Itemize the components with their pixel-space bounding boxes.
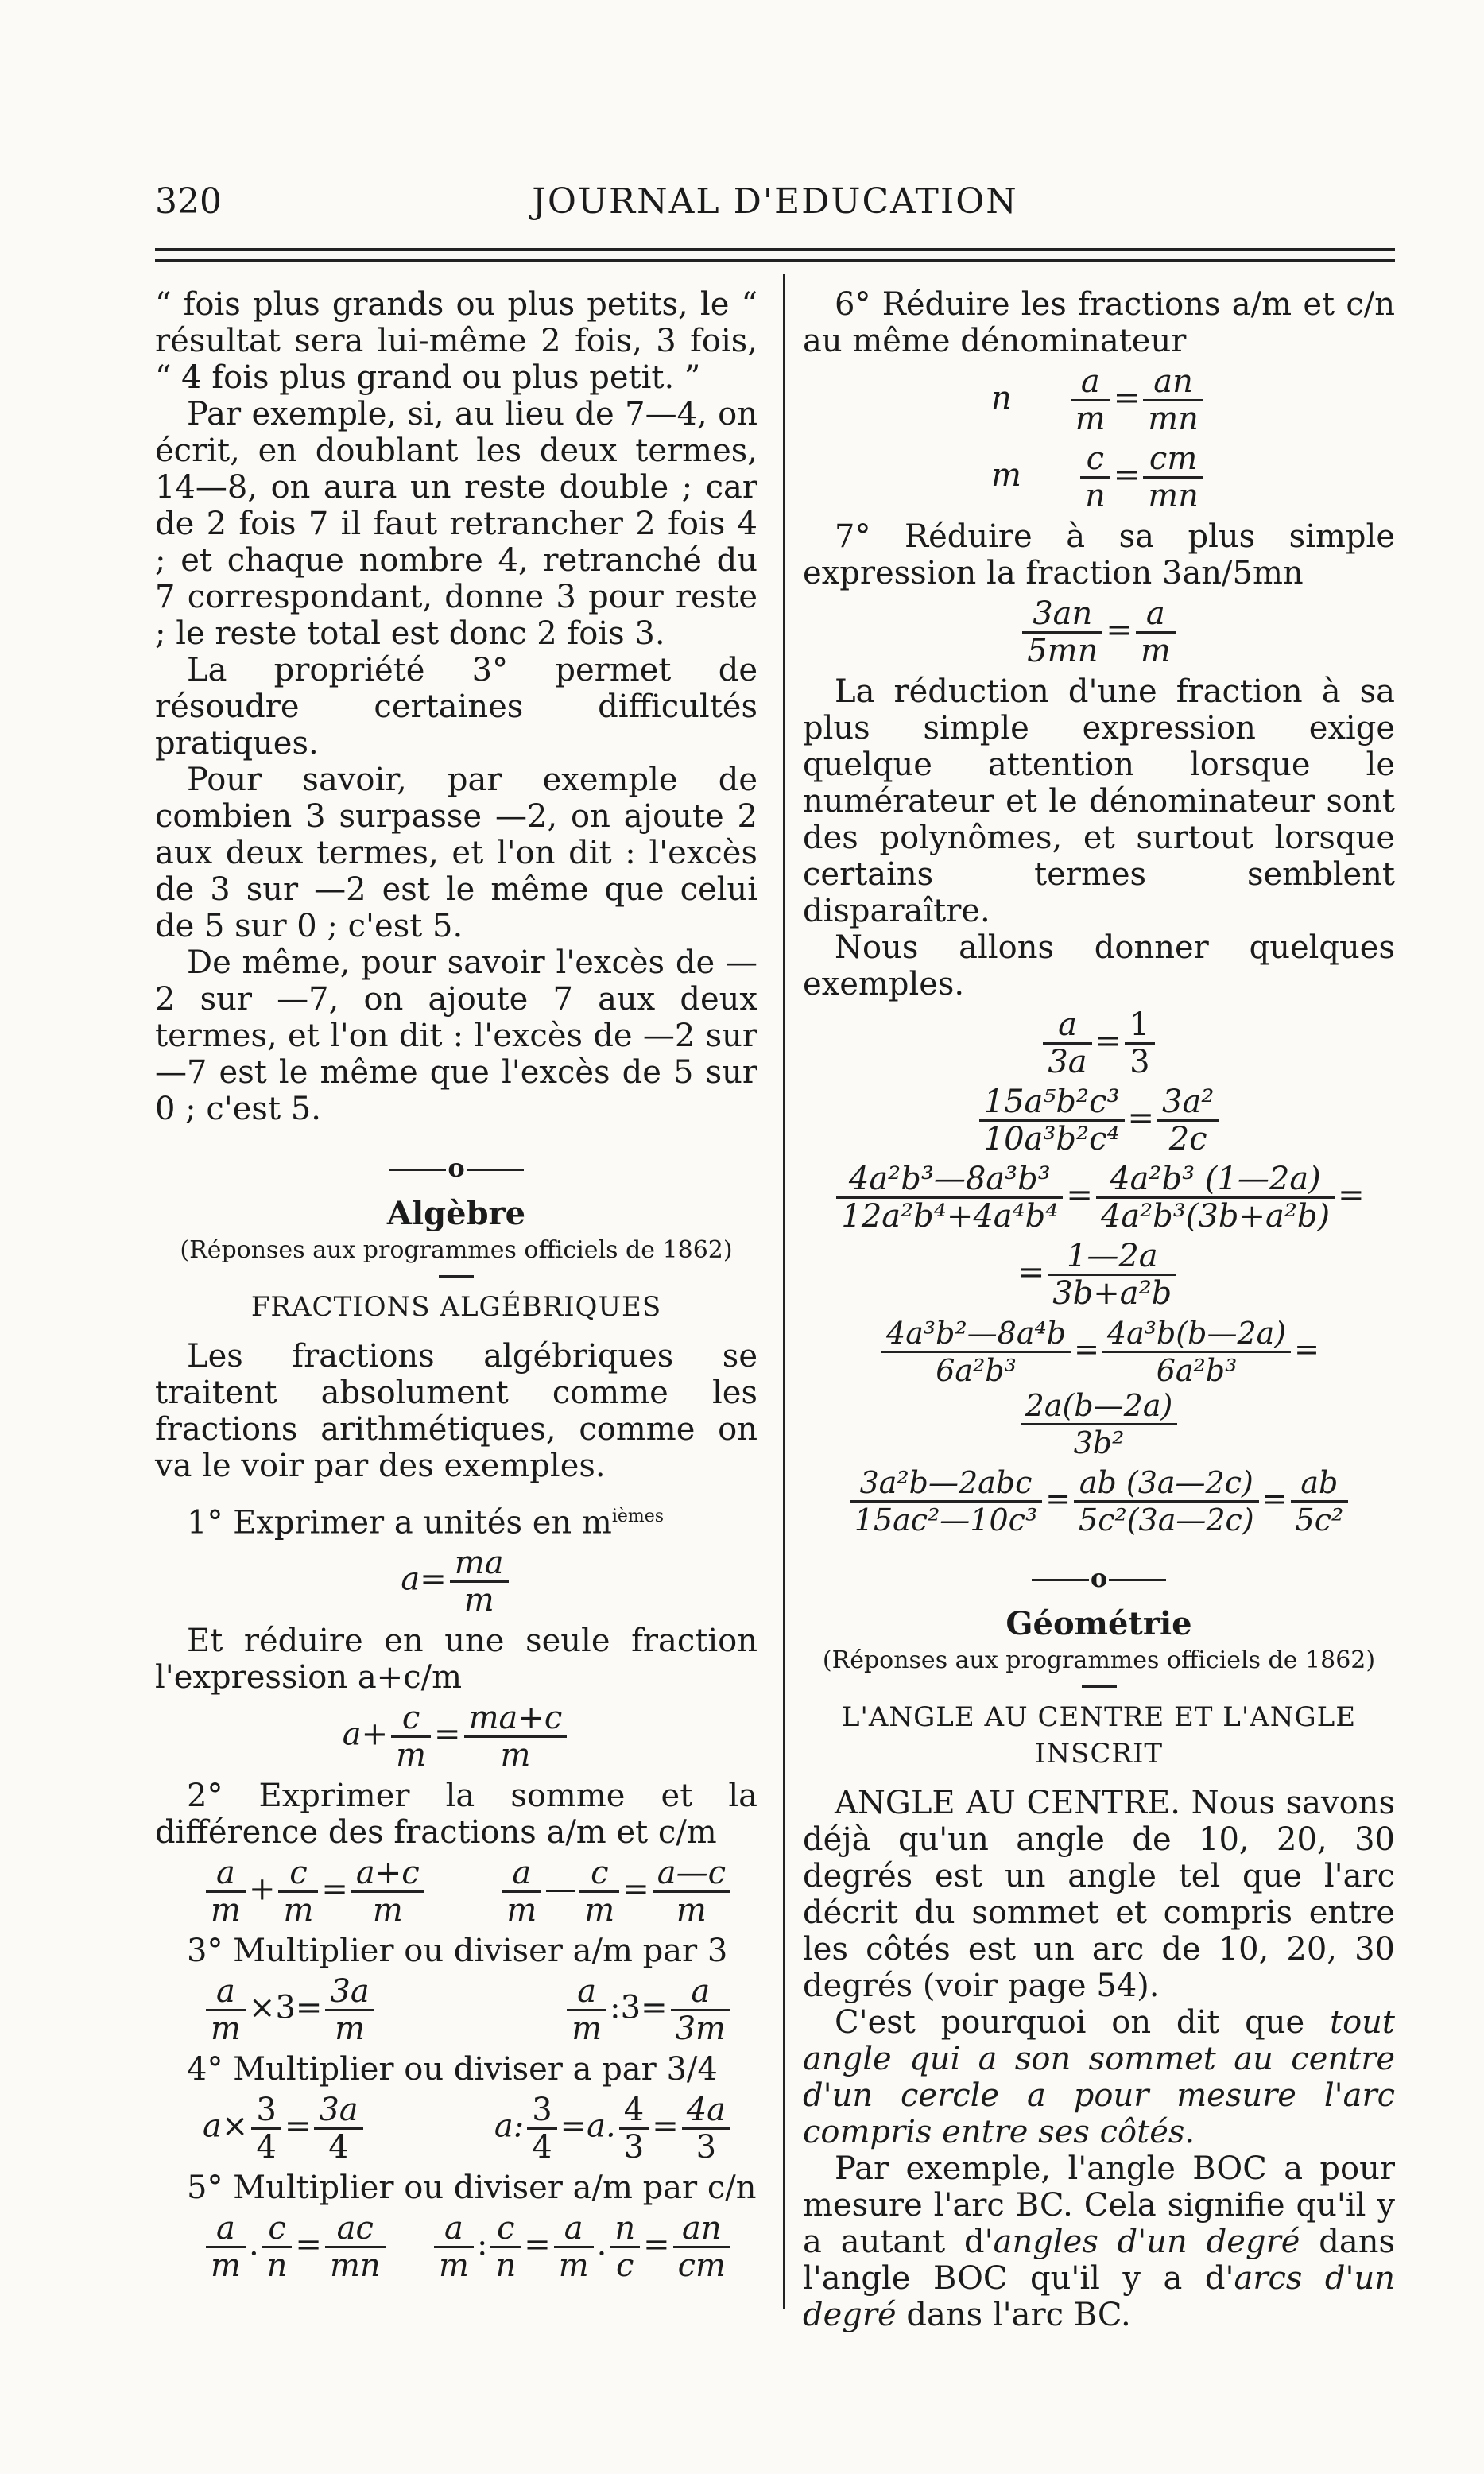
- equation-pair: $\frac{a}{m}$ . $\frac{c}{n}$ = $\frac{ac}{mn}$ $\frac{a}{m}$ : $\frac{c}{n}$ = $\frac{a}{m}$ . $\frac{n}{c}$ = $\frac{an}{cm}$: [203, 2211, 734, 2283]
- paragraph: Les fractions algébriques se traitent absolument comme les fractions arithmétiques, comme on va le voir par des exemples.: [155, 1338, 757, 1484]
- equation: a+ $\frac{c}{m}$ = $\frac{ma+c}{m}$: [155, 1700, 757, 1773]
- section-heading: Algèbre: [386, 1195, 526, 1232]
- divider: [439, 1275, 474, 1278]
- left-column: [155, 286, 757, 2288]
- equation: $\frac{3an}{5mn}$ = $\frac{a}{m}$: [803, 596, 1395, 669]
- equation-pair: $\frac{a}{m}$ + $\frac{c}{m}$ = $\frac{a+c}{m}$ $\frac{a}{m}$ — $\frac{c}{m}$ = $\frac{a—c}{m}$: [203, 1855, 734, 1928]
- exercise-item: 4° Multiplier ou diviser a par 3/4: [187, 2051, 718, 2088]
- exercise-item: 1° Exprimer a unités en $m^{ièmes}$: [187, 1504, 665, 1541]
- equation: $\frac{\text{4a²b³—8a³b³}}{\text{12a²b⁴+4a⁴b⁴}}$ = $\frac{\text{4a²b³ (1—2a)}}{\text{4a²b³(3b+a²b)}}$ =: [803, 1161, 1395, 1234]
- page-header: [155, 181, 1395, 229]
- section-subheading: (Réponses aux programmes officiels de 1862): [822, 1646, 1376, 1674]
- paragraph: Pour savoir, par exemple de combien 3 surpasse —2, on ajoute 2 aux deux termes, et l'on dit : l'excès de 3 sur —2 est le même que celui de 5 sur 0 ; c'est 5.: [155, 762, 757, 944]
- page-number: 320: [155, 181, 222, 222]
- equation: $\frac{a}{3a}$ = $\frac{1}{3}$: [803, 1007, 1395, 1080]
- paragraph: De même, pour savoir l'excès de —2 sur —7, on ajoute 7 aux deux termes, et l'on dit : l'excès de —2 sur —7 est le même que l'excès de 5 sur 0 ; c'est 5.: [155, 944, 757, 1127]
- paragraph: La propriété 3° permet de résoudre certaines difficultés pratiques.: [155, 652, 757, 762]
- equation-pair: a× $\frac{3}{4}$ = $\frac{3a}{4}$ a: $\frac{3}{4}$ =a. $\frac{4}{3}$ = $\frac{4a}{3}$: [203, 2092, 734, 2165]
- exercise-item: Et réduire en une seule fraction l'expression a+c/m: [155, 1623, 757, 1697]
- section-separator: o: [803, 1560, 1395, 1596]
- equation: = $\frac{1—2a}{\text{3b+a²b}}$: [803, 1239, 1395, 1311]
- paragraph: Par exemple, l'angle BOC a pour mesure l'arc BC. Cela signifie qu'il y a autant d'angles d'un degré dans l'angle BOC qu'il y a d'arcs d'un degré dans l'arc BC.: [803, 2150, 1396, 2333]
- exercise-item: 5° Multiplier ou diviser a/m par c/n: [187, 2170, 757, 2207]
- exercise-item: 6° Réduire les fractions a/m et c/n au même dénominateur: [803, 286, 1395, 359]
- paragraph: “ fois plus grands ou plus petits, le “ résultat sera lui-même 2 fois, 3 fois, “ 4 fois plus grand ou plus petit. ”: [155, 286, 757, 396]
- equation: $\frac{\text{4a³b²—8a⁴b}}{\text{6a²b³}}$ = $\frac{\text{4a³b(b—2a)}}{\text{6a²b³}}$ = $\frac{2a(b—2a)}{\text{3b²}}$: [803, 1316, 1395, 1460]
- section-heading: Géométrie: [1005, 1605, 1192, 1642]
- exercise-item: 2° Exprimer la somme et la différence des fractions a/m et c/m: [155, 1778, 757, 1852]
- subsection-title: FRACTIONS ALGÉBRIQUES: [250, 1291, 662, 1323]
- journal-title: JOURNAL D'EDUCATION: [532, 181, 1018, 222]
- equation: $\frac{\text{15a⁵b²c³}}{\text{10a³b²c⁴}}$ = $\frac{\text{3a²}}{2c}$: [803, 1084, 1395, 1157]
- right-column: [803, 286, 1395, 2333]
- divider: [1082, 1685, 1117, 1688]
- section-separator: o: [155, 1150, 757, 1186]
- equation: n $\frac{a}{m}$ = $\frac{an}{mn}$: [803, 364, 1395, 436]
- equation: 3a²b—2abc 15ac²—10c³ = $\frac{ab (3a—2c)}{\text{5c²(3a—2c)}}$ = $\frac{ab}{\text{5c²}}$: [803, 1465, 1395, 1538]
- paragraph: La réduction d'une fraction à sa plus simple expression exige quelque attention lorsque le numérateur et le dénominateur sont des polynômes, et surtout lorsque certains termes semblent disparaître.: [803, 673, 1395, 929]
- section-subheading: (Réponses aux programmes officiels de 1862): [180, 1236, 733, 1264]
- subsection-title: L'ANGLE AU CENTRE ET L'ANGLE INSCRIT: [841, 1701, 1357, 1770]
- paragraph: C'est pourquoi on dit que tout angle qui a son sommet au centre d'un cercle a pour mesure l'arc compris entre ses côtés.: [803, 2004, 1395, 2150]
- equation: a= $\frac{ma}{m}$: [155, 1545, 757, 1618]
- paragraph: Par exemple, si, au lieu de 7—4, on écrit, en doublant les deux termes, 14—8, on aura un reste double ; car de 2 fois 7 il faut retrancher 2 fois 4 ; et chaque nombre 4, retranché du 7 correspondant, donne 3 pour reste ; le reste total est donc 2 fois 3.: [155, 396, 757, 652]
- equation: m $\frac{c}{n}$ = $\frac{cm}{mn}$: [803, 441, 1395, 514]
- paragraph: Nous allons donner quelques exemples.: [803, 929, 1395, 1002]
- exercise-item: 7° Réduire à sa plus simple expression la fraction 3an/5mn: [803, 518, 1395, 591]
- header-rule: [155, 259, 1395, 262]
- header-rule: [155, 248, 1395, 251]
- equation-pair: $\frac{a}{m}$ ×3= $\frac{3a}{m}$ $\frac{a}{m}$ :3= $\frac{a}{3m}$: [203, 1974, 734, 2046]
- column-divider: [783, 274, 785, 2309]
- paragraph: ANGLE AU CENTRE. Nous savons déjà qu'un angle de 10, 20, 30 degrés est un angle tel que l'arc décrit du sommet et compris entre les côtés est un arc de 10, 20, 30 degrés (voir page 54).: [803, 1785, 1395, 2004]
- exercise-item: 3° Multiplier ou diviser a/m par 3: [187, 1933, 728, 1970]
